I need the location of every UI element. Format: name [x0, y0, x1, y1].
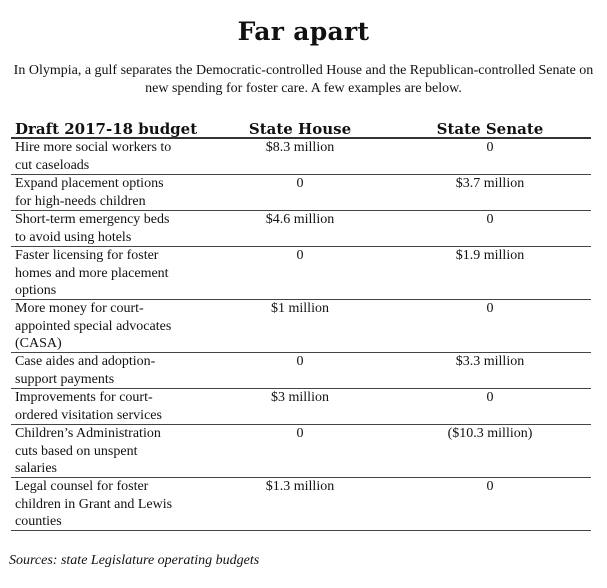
- row-house-value: $3 million: [271, 390, 329, 405]
- row-item: Improvements for court- ordered visitation services: [15, 390, 162, 423]
- row-senate-value: 0: [486, 390, 494, 405]
- source-note: Sources: state Legislature operating budgets: [9, 553, 260, 568]
- row-item: More money for court- appointed special advocates (CASA): [15, 301, 172, 352]
- table-header-row: [11, 120, 591, 139]
- table-row: [11, 425, 591, 478]
- table-row: [11, 389, 591, 425]
- row-house-value: $4.6 million: [265, 212, 335, 227]
- table-row: [11, 139, 591, 175]
- table-row: [11, 300, 591, 353]
- row-house-value: 0: [296, 354, 304, 369]
- table-row: [11, 353, 591, 389]
- row-senate-value: $3.3 million: [455, 354, 525, 369]
- row-senate-value: 0: [486, 301, 494, 316]
- table-row: [11, 211, 591, 247]
- table-body: [11, 139, 591, 531]
- header-budget: Draft 2017-18 budget: [15, 120, 198, 138]
- subtitle: In Olympia, a gulf separates the Democratic-controlled House and the Republican-controlled Senate on new spending for foster care. A few examples are below.: [13, 63, 594, 96]
- row-senate-value: 0: [486, 140, 494, 155]
- row-item: Hire more social workers to cut caseloads: [15, 140, 172, 173]
- row-item: Children’s Administration cuts based on unspent salaries: [15, 426, 161, 477]
- row-senate-value: ($10.3 million): [447, 426, 533, 441]
- row-house-value: $1.3 million: [265, 479, 335, 494]
- row-item: Faster licensing for foster homes and more placement options: [15, 248, 169, 299]
- table-row: [11, 478, 591, 531]
- row-item: Expand placement options for high-needs children: [15, 176, 164, 209]
- row-house-value: 0: [296, 426, 304, 441]
- row-item: Legal counsel for foster children in Grant and Lewis counties: [15, 479, 173, 530]
- budget-table: [11, 120, 591, 531]
- page-title: Far apart: [237, 17, 370, 46]
- row-house-value: 0: [296, 176, 304, 191]
- row-senate-value: $1.9 million: [455, 248, 525, 263]
- table-row: [11, 175, 591, 211]
- row-senate-value: 0: [486, 479, 494, 494]
- header-state-house: State House: [248, 120, 352, 138]
- row-house-value: $8.3 million: [265, 140, 335, 155]
- row-senate-value: $3.7 million: [455, 176, 525, 191]
- row-house-value: $1 million: [271, 301, 329, 316]
- table-row: [11, 247, 591, 300]
- row-item: Case aides and adoption- support payments: [15, 354, 156, 387]
- row-senate-value: 0: [486, 212, 494, 227]
- row-house-value: 0: [296, 248, 304, 263]
- header-state-senate: State Senate: [436, 120, 544, 138]
- row-item: Short-term emergency beds to avoid using hotels: [15, 212, 170, 245]
